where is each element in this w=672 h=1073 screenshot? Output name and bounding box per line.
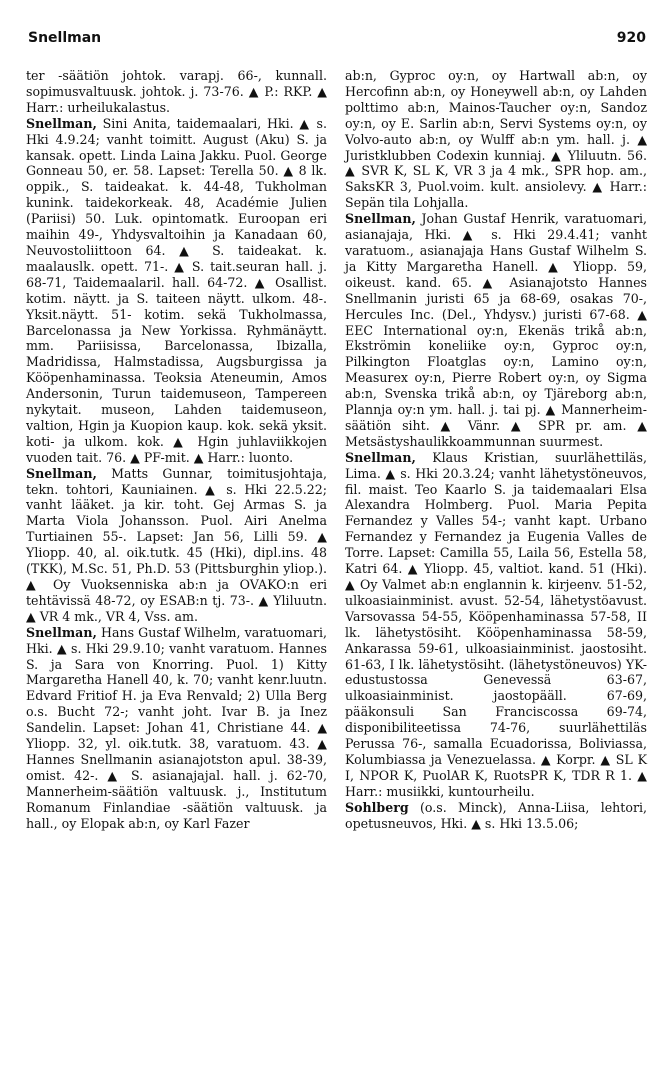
right-column [345,68,647,832]
entry-text: Sini Anita, taidemaalari, Hki. ▲ s. Hki 4.9.24; vanht toimitt. August (Aku) S. ja kansak. opett. Linda Laina Jakku. Puol. George Gonneau 50, er. 58. Lapset: Terella 50. ▲ 8 lk. oppik., S. taideakat. k. 44-48, Tukholman kunink. taidekorkeak. 48, Académie Julien (Pariisi) 50. Luk. opintomatk. Euroopan eri maihin 49-, Yhdysvaltoihin ja Kanadaan 60, Neuvostoliittoon 64. ▲ S. taideakat. k. maalauslk. opett. 71-. ▲ S. tait.seuran hall. j. 68-71, Taidemaalaril. hall. 64-72. ▲ Osallist. kotim. näytt. ja S. taiteen näytt. ulkom. 48-. Yksit.näytt. 51- kotim. sekä Tukholmassa, Barcelonassa ja New Yorkissa. Ryhmänäytt. mm. Pariisissa, Barcelonassa, Ibizalla, Madridissa, Halmstadissa, Augsburgissa ja Kööpenhaminassa. Teoksia Ateneumin, Amos Andersonin, Turun taidemuseon, Tampereen nykytait. museon, Lahden taidemuseon, valtion, Hgin ja Kuopion kaup. kok. sekä yksit. koti- ja ulkom. kok. ▲ Hgin juhlaviikkojen vuoden tait. 76. ▲ PF-mit. ▲ Harr.: luonto. [26,115,327,465]
left-column [26,68,327,832]
entry-text: Hans Gustaf Wilhelm, varatuomari, Hki. ▲ s. Hki 29.9.10; vanht varatuom. Hannes S. ja Sara von Knorring. Puol. 1) Kitty Margaretha Hanell 40, k. 70; vanht kenr.luutn. Edvard Fritiof H. ja Eva Renvald; 2) Ulla Berg o.s. Bucht 72-; vanht joht. Ivar B. ja Inez Sandelin. Lapset: Johan 41, Christiane 44. ▲ Yliopp. 32, yl. oik.tutk. 38, varatuom. 43. ▲ Hannes Snellmanin asianajotston apul. 38-39, omist. 42-. ▲ S. asianajajal. hall. j. 62-70, Mannerheim-säätiön valtuusk. j., Institutum Romanum Finlandiae -säätiön valtuusk. ja hall., oy Elopak ab:n, oy Karl Fazer [26,624,327,831]
page-number: 920 [616,30,646,46]
entry-name: Snellman, [26,115,97,131]
entry-name: Snellman, [345,449,416,465]
entry-text: Matts Gunnar, toimitusjohtaja, tekn. tohtori, Kauniainen. ▲ s. Hki 22.5.22; vanht lääket. ja kir. toht. Gej Armas S. ja Marta Viola Johansson. Puol. Airi Anelma Turtiainen 55-. Lapset: Jan 56, Lilli 59. ▲ Yliopp. 40, al. oik.tutk. 45 (Hki), dipl.ins. 48 (TKK), M.Sc. 51, Ph.D. 53 (Pittsburghin yliop.). ▲ Oy Vuoksenniska ab:n ja OVAKO:n eri tehtävissä 48-72, oy ESAB:n tj. 73-. ▲ Yliluutn. ▲ VR 4 mk., VR 4, Vss. am. [26,465,327,624]
entry-name: Snellman, [26,624,97,640]
running-header-title: Snellman [28,30,102,46]
entry [345,211,647,450]
entry-text: Johan Gustaf Henrik, varatuomari, asianajaja, Hki. ▲ s. Hki 29.4.41; vanht varatuom., asianajaja Hans Gustaf Wilhelm S. ja Kitty Margaretha Hanell. ▲ Yliopp. 59, oikeust. kand. 65. ▲ Asianajotsto Hannes Snellmanin juristi 65 ja 68-69, osakas 70-, Hercules Inc. (Del., Yhdysv.) juristi 67-68. ▲ EEC International oy:n, Ekenäs trikå ab:n, Ekströmin koneliike oy:n, Gyproc oy:n, Pilkington Floatglas oy:n, Lamino oy:n, Measurex oy:n, Pierre Robert oy:n, oy Sigma ab:n, Svenska trikå ab:n, oy Tjäreborg ab:n, Plannja oy:n ym. hall. j. tai pj. ▲ Mannerheim-säätiön siht. ▲ Vänr. ▲ SPR pr. am. ▲ Metsästyshaulikkoammunnan suurmest. [345,211,647,449]
entry [26,625,327,832]
entry-text: Klaus Kristian, suurlähettiläs, Lima. ▲ s. Hki 20.3.24; vanht lähetystöneuvos, fil. maist. Teo Kaarlo S. ja taidemaalari Elsa Alexandra Holmberg. Puol. Maria Pepita Fernandez y Valles 54-; vanht kapt. Urbano Fernandez y Fernandez ja Eugenia Valles de Torre. Lapset: Camilla 55, Laila 56, Estella 58, Katri 64. ▲ Yliopp. 45, valtiot. kand. 51 (Hki). ▲ Oy Valmet ab:n englannin k. kirjeenv. 51-52, ulkoasiainminist. avust. 52-54, lähetystöavust. Varsovassa 54-55, Kööpenhaminassa 57-58, II lk. lähetystösiht. Kööpenhaminassa 58-59, Ankarassa 59-61, ulkoasiainminist. jaostosiht. 61-63, I lk. lähetystösiht. (lähetystöneuvos) YK-edustustossa Genevessä 63-67, ulkoasiainminist. jaostopääll. 67-69, pääkonsuli San Franciscossa 69-74, disponibiliteetissa 74-76, suurlähettiläs Perussa 76-, samalla Ecuadorissa, Boliviassa, Kolumbiassa ja Venezuelassa. ▲ Korpr. ▲ SL K I, NPOR K, PuolAR K, RuotsPR K, TDR R 1. ▲ Harr.: musiikki, kuntourheilu. [345,449,647,799]
entry-name: Sohlberg [345,799,409,815]
entry-text: ab:n, Gyproc oy:n, oy Hartwall ab:n, oy Hercofinn ab:n, oy Honeywell ab:n, oy Lahden polttimo ab:n, Mainos-Taucher oy:n, Sandoz oy:n, oy E. Sarlin ab:n, Servi Systems oy:n, oy Volvo-auto ab:n, oy Wulff ab:n ym. hall. j. ▲ Juristklubben Codexin kunniaj. ▲ Yliluutn. 56. ▲ SVR K, SL K, VR 3 ja 4 mk., SPR hop. am., SaksKR 3, Puol.voim. kult. ansiolevy. ▲ Harr.: Sepän tila Lohjalla. [345,68,647,211]
entry-text: (o.s. Minck), Anna-Liisa, lehtori, opetusneuvos, Hki. ▲ s. Hki 13.5.06; [345,799,647,831]
entry [26,466,327,625]
entry [26,68,327,116]
entry-text: ter -säätiön johtok. varapj. 66-, kunnall. sopimusvaltuusk. johtok. j. 73-76. ▲ P.: RKP. ▲ Harr.: urheilukalastus. [26,68,327,115]
entry [26,116,327,466]
entry-name: Snellman, [26,465,97,481]
entry [345,800,647,832]
entry-name: Snellman, [345,211,416,227]
entry [345,68,647,211]
entry [345,450,647,800]
